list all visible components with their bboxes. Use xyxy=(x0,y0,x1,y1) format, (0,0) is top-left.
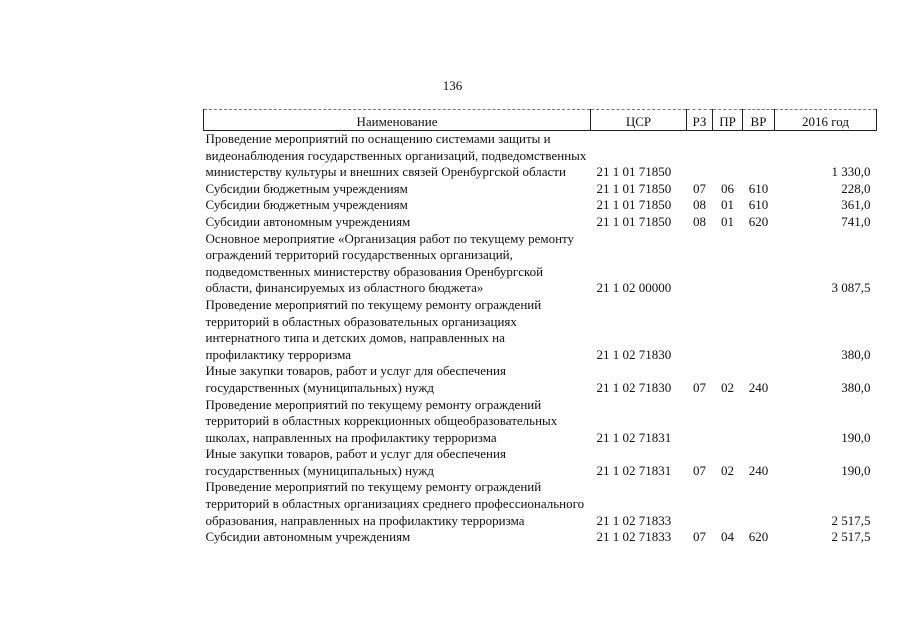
header-name: Наименование xyxy=(204,110,591,131)
table-row xyxy=(204,363,877,396)
table-row xyxy=(204,197,877,214)
cell-rz: 08 xyxy=(693,213,706,229)
cell-csr: 21 1 02 71830 xyxy=(596,379,672,395)
cell-pr: 01 xyxy=(721,197,734,213)
table-body xyxy=(204,131,877,546)
cell-csr: 21 1 02 00000 xyxy=(596,280,672,296)
header-rz: РЗ xyxy=(687,110,713,131)
cell-csr: 21 1 01 71850 xyxy=(596,197,672,213)
cell-pr: 02 xyxy=(721,462,734,478)
cell-pr xyxy=(713,231,743,297)
table-row xyxy=(204,131,877,181)
cell-rz xyxy=(687,131,713,181)
cell-pr xyxy=(713,479,743,529)
cell-vr xyxy=(743,297,775,363)
cell-vr: 610 xyxy=(748,197,769,213)
cell-amount: 190,0 xyxy=(841,429,871,445)
cell-vr xyxy=(743,131,775,181)
cell-csr: 21 1 02 71833 xyxy=(596,512,672,528)
cell-amount: 1 330,0 xyxy=(831,164,871,180)
cell-amount: 2 517,5 xyxy=(831,512,871,528)
table-row xyxy=(204,214,877,231)
cell-vr: 620 xyxy=(748,529,769,545)
cell-rz xyxy=(687,397,713,447)
cell-vr: 610 xyxy=(748,180,769,196)
table-row xyxy=(204,529,877,546)
cell-rz xyxy=(687,297,713,363)
cell-amount: 228,0 xyxy=(841,180,871,196)
cell-pr: 01 xyxy=(721,213,734,229)
cell-csr: 21 1 02 71830 xyxy=(596,346,672,362)
table-row xyxy=(204,231,877,297)
cell-csr: 21 1 02 71831 xyxy=(596,429,672,445)
cell-name: Проведение мероприятий по оснащению системами защиты и видеонаблюдения государственных организаций, подведомственных министерству культуры и внешних связей Оренбургской области xyxy=(205,131,587,180)
cell-vr: 620 xyxy=(748,213,769,229)
header-csr: ЦСР xyxy=(591,110,687,131)
table-row xyxy=(204,397,877,447)
cell-rz: 07 xyxy=(693,462,706,478)
cell-name: Иные закупки товаров, работ и услуг для обеспечения государственных (муниципальных) нужд xyxy=(205,363,506,395)
cell-name: Субсидии бюджетным учреждениям xyxy=(205,197,408,213)
cell-rz: 07 xyxy=(693,529,706,545)
cell-rz: 07 xyxy=(693,379,706,395)
cell-csr: 21 1 01 71850 xyxy=(596,213,672,229)
table-row xyxy=(204,446,877,479)
table-header-row xyxy=(204,110,877,131)
cell-name: Субсидии автономным учреждениям xyxy=(205,213,411,229)
table-row xyxy=(204,181,877,198)
table-row xyxy=(204,479,877,529)
cell-rz xyxy=(687,231,713,297)
cell-amount: 380,0 xyxy=(841,346,871,362)
cell-csr: 21 1 02 71833 xyxy=(596,529,672,545)
cell-amount: 361,0 xyxy=(841,197,871,213)
header-vr: ВР xyxy=(743,110,775,131)
cell-name: Субсидии автономным учреждениям xyxy=(205,529,411,545)
cell-pr xyxy=(713,397,743,447)
cell-rz xyxy=(687,479,713,529)
page-number: 136 xyxy=(442,78,463,93)
cell-csr: 21 1 01 71850 xyxy=(596,164,672,180)
cell-rz: 08 xyxy=(693,197,706,213)
cell-amount: 3 087,5 xyxy=(831,280,871,296)
header-year: 2016 год xyxy=(775,110,877,131)
budget-table xyxy=(203,109,877,546)
cell-pr: 04 xyxy=(721,529,734,545)
cell-vr xyxy=(743,479,775,529)
cell-pr: 02 xyxy=(721,379,734,395)
cell-vr: 240 xyxy=(748,462,769,478)
cell-name: Иные закупки товаров, работ и услуг для обеспечения государственных (муниципальных) нужд xyxy=(205,446,506,478)
cell-pr xyxy=(713,131,743,181)
cell-pr: 06 xyxy=(721,180,734,196)
cell-name: Проведение мероприятий по текущему ремонту ограждений территорий в областных коррекционных общеобразовательных школах, направленных на профилактику терроризма xyxy=(205,396,558,445)
cell-name: Проведение мероприятий по текущему ремонту ограждений территорий в областных организациях среднего профессионального образования, направленных на профилактику терроризма xyxy=(205,479,585,528)
cell-amount: 380,0 xyxy=(841,379,871,395)
cell-amount: 2 517,5 xyxy=(831,529,871,545)
cell-amount: 741,0 xyxy=(841,213,871,229)
cell-name: Проведение мероприятий по текущему ремонту ограждений территорий в областных образовательных организациях интернатного типа и детских домов, направленных на профилактику терроризма xyxy=(205,296,542,362)
cell-rz: 07 xyxy=(693,180,706,196)
table-row xyxy=(204,297,877,363)
cell-csr: 21 1 02 71831 xyxy=(596,462,672,478)
cell-name: Субсидии бюджетным учреждениям xyxy=(205,180,408,196)
cell-name: Основное мероприятие «Организация работ по текущему ремонту ограждений территорий государственных организаций, подведомственных министерству образования Оренбургской области, финансируемых из областного бюджета» xyxy=(205,230,575,296)
cell-pr xyxy=(713,297,743,363)
cell-vr: 240 xyxy=(748,379,769,395)
cell-vr xyxy=(743,397,775,447)
cell-csr: 21 1 01 71850 xyxy=(596,180,672,196)
cell-amount: 190,0 xyxy=(841,462,871,478)
cell-vr xyxy=(743,231,775,297)
header-pr: ПР xyxy=(713,110,743,131)
